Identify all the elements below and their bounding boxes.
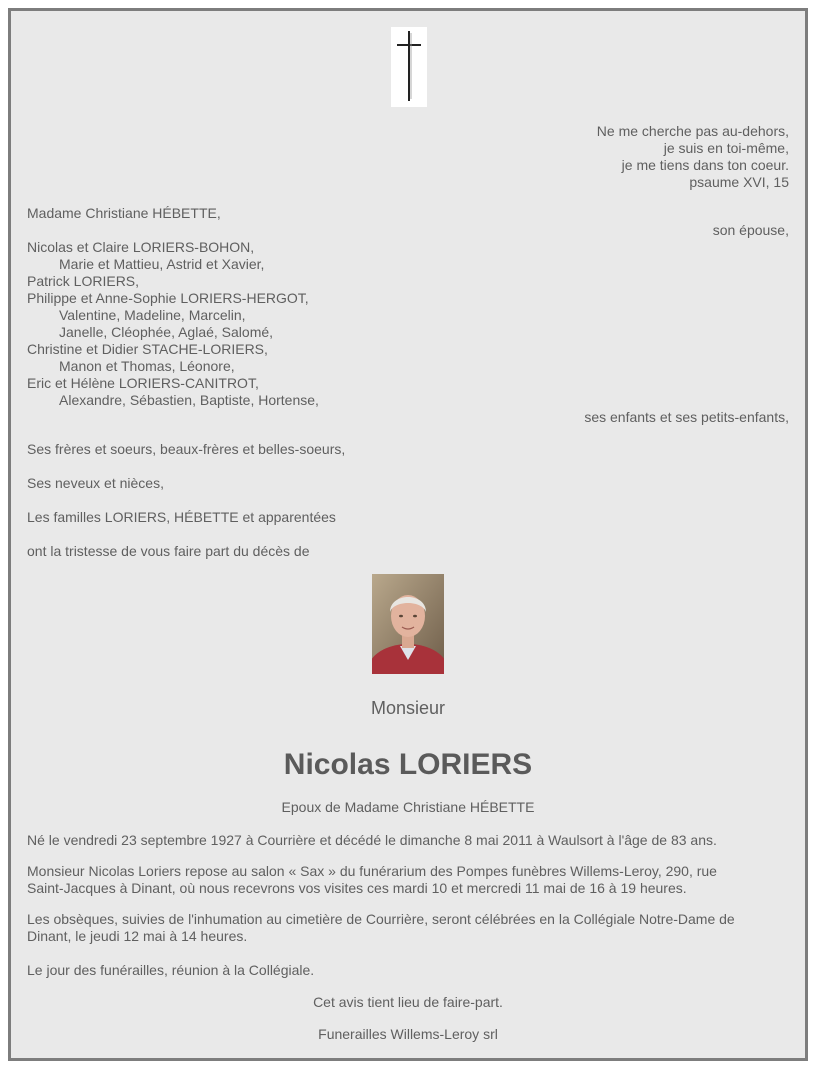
viewing-line: Monsieur Nicolas Loriers repose au salon « Sax » du funérarium des Pompes funèbres Willems-Leroy, 290, rue xyxy=(27,863,717,879)
children-role: ses enfants et ses petits-enfants, xyxy=(584,409,789,425)
grandchildren-line: Marie et Mattieu, Astrid et Xavier, xyxy=(59,256,265,272)
siblings-line: Ses frères et soeurs, beaux-frères et belles-soeurs, xyxy=(27,441,346,457)
epigraph-line: Ne me cherche pas au-dehors, xyxy=(596,123,789,139)
epigraph-line: je suis en toi-même, xyxy=(663,140,789,156)
epigraph-source: psaume XVI, 15 xyxy=(689,174,789,190)
child-line: Christine et Didier STACHE-LORIERS, xyxy=(27,341,268,357)
child-line: Eric et Hélène LORIERS-CANITROT, xyxy=(27,375,259,391)
birth-death-line: Né le vendredi 23 septembre 1927 à Courrière et décédé le dimanche 8 mai 2011 à Waulsort à l'âge de 83 ans. xyxy=(27,832,717,848)
deceased-name: Nicolas LORIERS xyxy=(283,748,533,781)
announcement-line: ont la tristesse de vous faire part du décès de xyxy=(27,543,310,559)
obituary-frame xyxy=(8,8,808,1061)
deceased-spouse-line: Epoux de Madame Christiane HÉBETTE xyxy=(281,799,535,815)
child-line: Philippe et Anne-Sophie LORIERS-HERGOT, xyxy=(27,290,309,306)
viewing-line: Saint-Jacques à Dinant, où nous recevrons vos visites ces mardi 10 et mercredi 11 mai de 16 à 19 heures. xyxy=(27,880,687,896)
deceased-portrait xyxy=(372,574,444,674)
funeral-line: Les obsèques, suivies de l'inhumation au cimetière de Courrière, seront célébrées en la Collégiale Notre-Dame de xyxy=(27,911,735,927)
child-line: Nicolas et Claire LORIERS-BOHON, xyxy=(27,239,255,255)
epigraph-line: je me tiens dans ton coeur. xyxy=(621,157,789,173)
spouse-role: son épouse, xyxy=(712,222,789,238)
nephews-line: Ses neveux et nièces, xyxy=(27,475,164,491)
company-line: Funerailles Willems-Leroy srl xyxy=(318,1026,498,1042)
grandchildren-line: Valentine, Madeline, Marcelin, xyxy=(59,307,246,323)
families-line: Les familles LORIERS, HÉBETTE et apparentées xyxy=(27,509,336,525)
funeral-line: Dinant, le jeudi 12 mai à 14 heures. xyxy=(27,928,248,944)
grandchildren-line: Manon et Thomas, Léonore, xyxy=(59,358,235,374)
notice-line: Cet avis tient lieu de faire-part. xyxy=(313,994,503,1010)
grandchildren-line: Alexandre, Sébastien, Baptiste, Hortense, xyxy=(59,392,319,408)
latin-cross-icon xyxy=(391,27,427,107)
spouse-name: Madame Christiane HÉBETTE, xyxy=(27,205,221,221)
grandchildren-line: Janelle, Cléophée, Aglaé, Salomé, xyxy=(59,324,274,340)
meeting-line: Le jour des funérailles, réunion à la Collégiale. xyxy=(27,962,315,978)
obituary-content xyxy=(11,11,805,1058)
child-line: Patrick LORIERS, xyxy=(27,273,140,289)
deceased-title: Monsieur xyxy=(370,698,446,718)
